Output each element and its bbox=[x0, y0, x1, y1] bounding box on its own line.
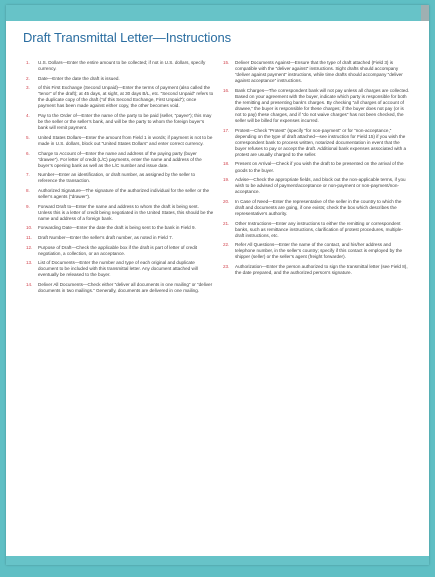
item-number: 17. bbox=[223, 127, 230, 133]
item-text: Purpose of Draft—Check the applicable box if the draft is part of letter of credit negotiation, a collection, or an acceptance. bbox=[38, 244, 198, 256]
list-item bbox=[26, 151, 214, 169]
bottom-color-band bbox=[6, 556, 429, 565]
item-text: Number—Enter an identification, or draft number, as assigned by the seller to reference the transaction. bbox=[38, 172, 196, 184]
instructions-column-right bbox=[223, 60, 411, 280]
item-number: 4. bbox=[26, 113, 30, 119]
item-text: Date—Enter the date the draft is issued. bbox=[38, 75, 120, 81]
item-text: Authorization—Enter the person authorized to sign the transmittal letter (see Field 8), the date prepared, and the authorized person’s signature. bbox=[235, 264, 408, 276]
list-item bbox=[26, 113, 214, 131]
instructions-column-left bbox=[26, 60, 214, 298]
item-text: U.S. Dollars—Enter the entire amount to be collected; if not in U.S. dollars, specify currency. bbox=[38, 60, 206, 72]
item-number: 13. bbox=[26, 260, 33, 266]
item-text: Other Instructions—Enter any instructions to either the remitting or correspondent banks, such as remittance instructions, clarification of protest procedures, multiple-draft instructions, etc. bbox=[235, 220, 404, 238]
item-number: 22. bbox=[223, 242, 230, 248]
item-number: 2. bbox=[26, 75, 30, 81]
list-item bbox=[223, 88, 411, 124]
item-text: Refer All Questions—Enter the name of the contact, and his/her address and telephone number, in the seller’s country; specify if this contact is employed by the shipper (seller) or the seller’s agent (freight forwarder). bbox=[235, 242, 403, 260]
list-item bbox=[223, 128, 411, 158]
item-text: Forwarding Date—Enter the date the draft is being sent to the bank in Field 9. bbox=[38, 225, 196, 231]
item-text: Pay to the Order of—Enter the name of the party to be paid (seller, “payee”); this may be the seller or the seller’s bank, and will be the party to whom the foreign buyer’s bank will remit payment. bbox=[38, 113, 212, 131]
item-text: In Case of Need—Enter the representative of the seller in the country to which the draft and documents are going, if one exists; check the box which describes the representative’s authority. bbox=[235, 198, 402, 216]
item-text: Protest—Check “Protest” (specify “for non-payment” or for “non-acceptance,” depending on the type of draft attached—see instruction for Field 15) if you wish the correspondent bank to process written, notarized documentation in event that the buyer refuses to pay or accept the draft. Additional bank expenses associated with a protest are usually charged to the seller. bbox=[235, 127, 407, 157]
item-number: 5. bbox=[26, 134, 30, 140]
item-number: 9. bbox=[26, 203, 30, 209]
list-item bbox=[26, 85, 214, 109]
item-text: Deliver All Documents—Check either “deliver all documents in one mailing” or “deliver documents in two mailings.” Generally, documents are delivered in one mailing. bbox=[38, 282, 213, 294]
item-text: of this First Exchange (Second Unpaid)—Enter the terms of payment (also called the “tenor” of the draft); at 45 days, at sight, at 30 days B/L, etc. “Second Unpaid” refers to the duplicate copy of the draft (“of this Second Exchange, First Unpaid”); once payment has been made against either copy, the other becomes void. bbox=[38, 85, 214, 109]
item-number: 15. bbox=[223, 60, 230, 65]
item-text: United States Dollars—Enter the amount from Field 1 in words; if payment is not to be made in U.S. dollars, block out “United States Dollars” and enter correct currency. bbox=[38, 134, 213, 146]
document-page bbox=[6, 5, 429, 565]
item-number: 12. bbox=[26, 244, 33, 250]
list-item bbox=[26, 235, 214, 241]
item-text: Forward Draft to—Enter the name and address to whom the draft is being sent. Unless this is a letter of credit being negotiated in the United States, this should be the name and address of a foreign bank. bbox=[38, 203, 214, 221]
list-item bbox=[223, 221, 411, 239]
item-number: 21. bbox=[223, 220, 230, 226]
item-text: Authorized Signature—The signature of the authorized individual for the seller or the seller’s agents (“drawer”). bbox=[38, 187, 210, 199]
item-number: 7. bbox=[26, 172, 30, 178]
item-text: Draft Number—Enter the seller’s draft number, as noted in Field 7. bbox=[38, 235, 173, 241]
list-item bbox=[223, 264, 411, 276]
item-number: 18. bbox=[223, 161, 230, 167]
item-number: 3. bbox=[26, 85, 30, 91]
list-item bbox=[26, 204, 214, 222]
item-number: 6. bbox=[26, 150, 30, 156]
list-item bbox=[223, 242, 411, 260]
item-number: 14. bbox=[26, 282, 33, 288]
item-text: List of Documents—Enter the number and type of each original and duplicate document to be included with this transmittal letter. Any document attached will eventually be released to the buyer. bbox=[38, 260, 198, 278]
item-number: 20. bbox=[223, 198, 230, 204]
page-title: Draft Transmittal Letter—Instructions bbox=[23, 30, 231, 45]
list-item bbox=[26, 172, 214, 184]
item-number: 1. bbox=[26, 60, 30, 65]
list-item bbox=[26, 245, 214, 257]
list-item bbox=[26, 225, 214, 231]
item-text: Advise—Check the appropriate fields, and block out the non-applicable terms, if you wish to be advised of payment/acceptance or non-payment or non-payment/non-acceptance. bbox=[235, 177, 406, 195]
item-number: 23. bbox=[223, 264, 230, 270]
item-text: Charge to Account of—Enter the name and address of the paying party (buyer “drawee”). For letter of credit (L/C) payments, enter the name and address of the buyer’s opening bank as well as the L/C number and issue date. bbox=[38, 150, 202, 168]
list-item bbox=[223, 199, 411, 217]
list-item bbox=[26, 60, 214, 72]
list-item bbox=[26, 188, 214, 200]
item-number: 8. bbox=[26, 187, 30, 193]
item-number: 19. bbox=[223, 177, 230, 183]
list-item bbox=[26, 282, 214, 294]
item-text: Bank Charges—The correspondent bank will not pay unless all charges are collected. Based on your agreement with the buyer, indicate which party is responsible for both the remitting and presenting bank’s charges. By checking “all charges of account of drawee,” the buyer is responsible for these charges; if the buyer does not pay (or is not to pay) these charges, and if “do not waive charges” has not been checked, the seller will be billed for expenses incurred. bbox=[235, 87, 410, 124]
list-item bbox=[26, 76, 214, 82]
list-item bbox=[26, 260, 214, 278]
list-item bbox=[26, 135, 214, 147]
item-text: Deliver Documents Against—Ensure that the type of draft attached (Field 3) is compatible with the “deliver against” instructions. Sight drafts should accompany “deliver against payment” instructions, while time drafts should accompany “deliver against acceptance” instructions. bbox=[235, 60, 403, 84]
item-number: 16. bbox=[223, 87, 230, 93]
top-color-band bbox=[6, 5, 429, 21]
list-item bbox=[223, 177, 411, 195]
list-item bbox=[223, 161, 411, 173]
item-number: 11. bbox=[26, 235, 33, 241]
item-text: Present on Arrival—Check if you wish the draft to be presented on the arrival of the goods to the buyer. bbox=[235, 161, 404, 173]
list-item bbox=[223, 60, 411, 84]
item-number: 10. bbox=[26, 225, 33, 231]
